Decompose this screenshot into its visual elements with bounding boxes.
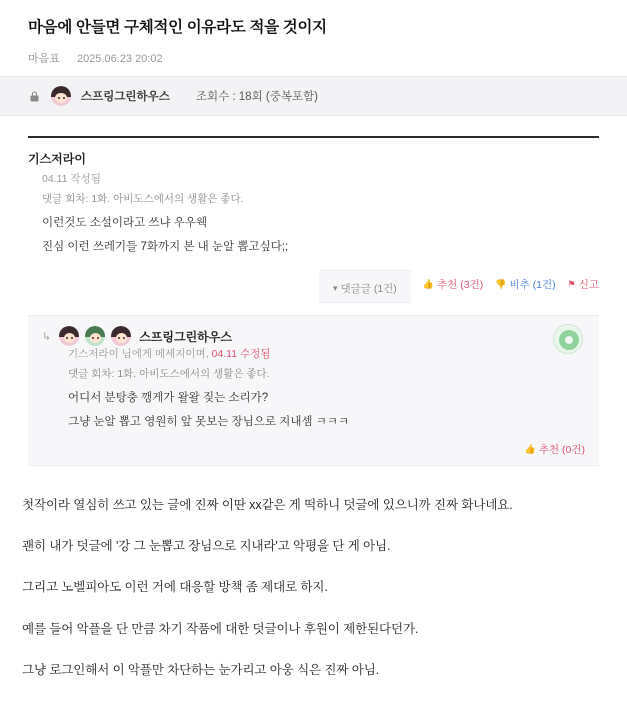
reply-target-label: 기스저라이 님에게 메세지이며,: [68, 348, 209, 361]
comment-episode-meta: 댓글 회차: 1화. 아비도스에서의 생활은 좋다.: [42, 193, 244, 206]
author-info-bar: [0, 76, 627, 116]
comment-report-button[interactable]: [568, 277, 599, 292]
body-paragraph: 그냥 로그인해서 이 악플만 차단하는 눈가리고 아웅 식은 진짜 아님.: [22, 663, 380, 678]
avatar[interactable]: [59, 326, 79, 346]
body-paragraph: 첫작이라 열심히 쓰고 있는 글에 진짜 이딴 xx같은 게 떡하니 덧글에 있으니까 진짜 화나네요.: [22, 497, 513, 512]
comment-item: [28, 138, 599, 311]
reply-author[interactable]: 스프링그린하우스: [139, 329, 232, 344]
reply-actions: [42, 439, 585, 459]
post-body: [0, 476, 627, 705]
avatar[interactable]: [85, 326, 105, 346]
reply-timestamp: [68, 346, 585, 361]
chevron-down-icon: ▾: [332, 283, 338, 294]
comment-text: 진심 이런 쓰레기들 7화까지 본 내 눈알 뽑고싶다;;: [42, 241, 289, 254]
comment-upvote-button[interactable]: [423, 277, 483, 292]
comment-reply-button[interactable]: [319, 270, 411, 303]
reply-arrow-icon: ↳: [42, 330, 52, 343]
post-date: 2025.06.23 20:02: [76, 53, 163, 66]
reply-text: 그냥 눈알 뽑고 영원히 앞 못보는 장님으로 지내셈 ㅋㅋㅋ: [68, 416, 350, 429]
reply-text: 어디서 분탕충 깽게가 왈왈 짖는 소리가?: [68, 392, 269, 405]
reply-header: [42, 326, 585, 346]
reply-upvote-label: 추천 (0건): [538, 443, 585, 456]
avatar[interactable]: [51, 86, 71, 106]
comments-section: [0, 116, 627, 476]
post-header: [0, 0, 627, 76]
view-count: 조회수 : 18회 (중복포함): [195, 91, 318, 104]
post-author[interactable]: 마음표: [28, 53, 60, 66]
author-nickname[interactable]: 스프링그린하우스: [81, 91, 170, 104]
post-meta: [28, 50, 599, 66]
comment-text: 이런것도 소설이라고 쓰냐 우우웩: [42, 216, 208, 229]
flag-icon: ⚑: [567, 279, 576, 290]
body-paragraph: 괜히 내가 덧글에 '강 그 눈뽑고 장님으로 지내라'고 악평을 단 게 아님.: [22, 539, 391, 554]
page-title: 마음에 안들면 구체적인 이유라도 적을 것이지: [28, 19, 327, 36]
thumbs-up-icon: 👍: [422, 279, 435, 290]
comment-actions: [28, 263, 599, 305]
comment-timestamp: 04.11 작성됨: [42, 173, 101, 186]
thumbs-down-icon: 👎: [495, 279, 507, 290]
reply-edit-link[interactable]: 04.11 수정됨: [211, 348, 271, 361]
reply-upvote-button[interactable]: [525, 442, 585, 457]
comment-reply-label: 댓글글 (1건): [340, 283, 397, 296]
lock-icon: [28, 90, 41, 103]
body-paragraph: 예를 들어 악플을 단 만큼 차기 작품에 대한 덧글이나 후원이 제한된다던가.: [22, 621, 419, 636]
reply-episode-meta: 댓글 회차: 1화. 아비도스에서의 생활은 좋다.: [68, 368, 270, 381]
avatar[interactable]: [111, 326, 131, 346]
comment-downvote-label: 비추 (1건): [509, 279, 556, 292]
comment-report-label: 신고: [578, 279, 599, 292]
comment-author[interactable]: 기스저라이: [28, 152, 86, 167]
thumbs-up-icon: 👍: [524, 443, 536, 454]
body-paragraph: 그리고 노벨피아도 이런 거에 대응할 방책 좀 제대로 하지.: [22, 580, 328, 595]
comment-downvote-button[interactable]: [495, 277, 555, 292]
comment-reply-item: [28, 315, 599, 465]
comment-upvote-label: 추천 (3건): [437, 279, 484, 292]
